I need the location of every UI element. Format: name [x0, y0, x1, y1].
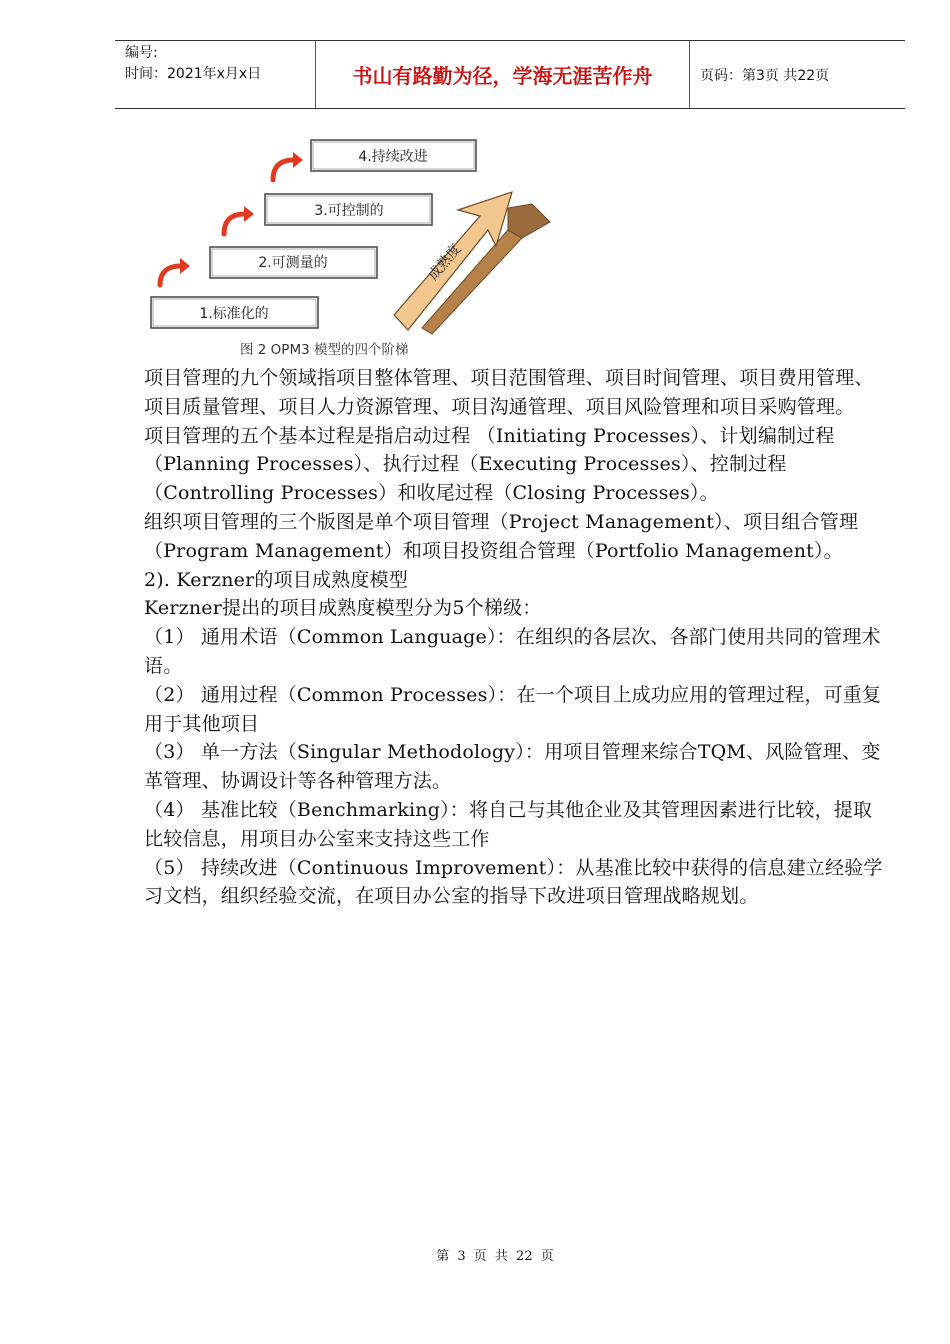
opm3-diagram	[140, 130, 580, 362]
paragraph-nine-areas: 项目管理的九个领域指项目整体管理、项目范围管理、项目时间管理、项目费用管理、项目质量管理、项目人力资源管理、项目沟通管理、项目风险管理和项目采购管理。	[144, 367, 874, 418]
step-label-4: 4.持续改进	[358, 149, 428, 165]
paragraph-five-processes: 项目管理的五个基本过程是指启动过程 （Initiating Processes）、计划编制过程（Planning Processes）、执行过程（Executing Processes）、控制过程（Controlling Processes）和收尾过程（Closing Processes）。	[144, 424, 835, 505]
step-label-2: 2.可测量的	[258, 255, 328, 271]
curved-arrow-icon	[273, 160, 293, 180]
figure-caption: 图 2 OPM3 模型的四个阶梯	[240, 342, 409, 358]
page-header	[115, 40, 905, 109]
curved-arrow-icon	[224, 214, 244, 234]
arrow-head-icon	[244, 206, 254, 222]
curved-arrow-icon	[160, 266, 180, 285]
header-motto: 书山有路勤为径，学海无涯苦作舟	[316, 41, 690, 108]
arrow-head-icon	[180, 258, 190, 274]
header-number-label: 编号:	[125, 45, 158, 61]
step-box-2	[210, 247, 377, 278]
header-page-info: 页码：第3页 共22页	[700, 67, 830, 84]
maturity-label: 成熟度	[425, 241, 465, 284]
header-meta	[115, 41, 316, 108]
step-label-1: 1.标准化的	[199, 306, 269, 322]
section-heading-kerzner: 2). Kerzner的项目成熟度模型	[144, 568, 408, 591]
step-box-4	[311, 140, 476, 171]
list-item-1: （1） 通用术语（Common Language）：在组织的各层次、各部门使用共同的管理术语。	[144, 626, 881, 677]
page-footer: 第 3 页 共 22 页	[436, 1249, 554, 1264]
list-item-2: （2） 通用过程（Common Processes）：在一个项目上成功应用的管理过程，可重复用于其他项目	[144, 683, 882, 735]
step-box-1	[151, 297, 318, 328]
step-label-3: 3.可控制的	[314, 203, 384, 219]
list-item-5: （5） 持续改进（Continuous Improvement）：从基准比较中获得的信息建立经验学习文档，组织经验交流，在项目办公室的指导下改进项目管理战略规划。	[144, 856, 883, 908]
body-text	[144, 364, 884, 911]
header-time-label: 时间：2021年x月x日	[125, 66, 262, 82]
arrow-head-icon	[293, 152, 303, 168]
step-box-3	[265, 194, 432, 225]
list-item-4: （4） 基准比较（Benchmarking）：将自己与其他企业及其管理因素进行比较，提取比较信息，用项目办公室来支持这些工作	[144, 798, 873, 850]
paragraph-three-domains: 组织项目管理的三个版图是单个项目管理（Project Management）、项目组合管理（Program Management）和项目投资组合管理（Portfolio Management）。	[144, 510, 859, 562]
paragraph-kerzner-intro: Kerzner提出的项目成熟度模型分为5个梯级：	[144, 597, 542, 620]
opm3-figure	[140, 130, 580, 362]
list-item-3: （3） 单一方法（Singular Methodology）：用项目管理来综合TQM、风险管理、变革管理、协调设计等各种管理方法。	[144, 741, 881, 793]
